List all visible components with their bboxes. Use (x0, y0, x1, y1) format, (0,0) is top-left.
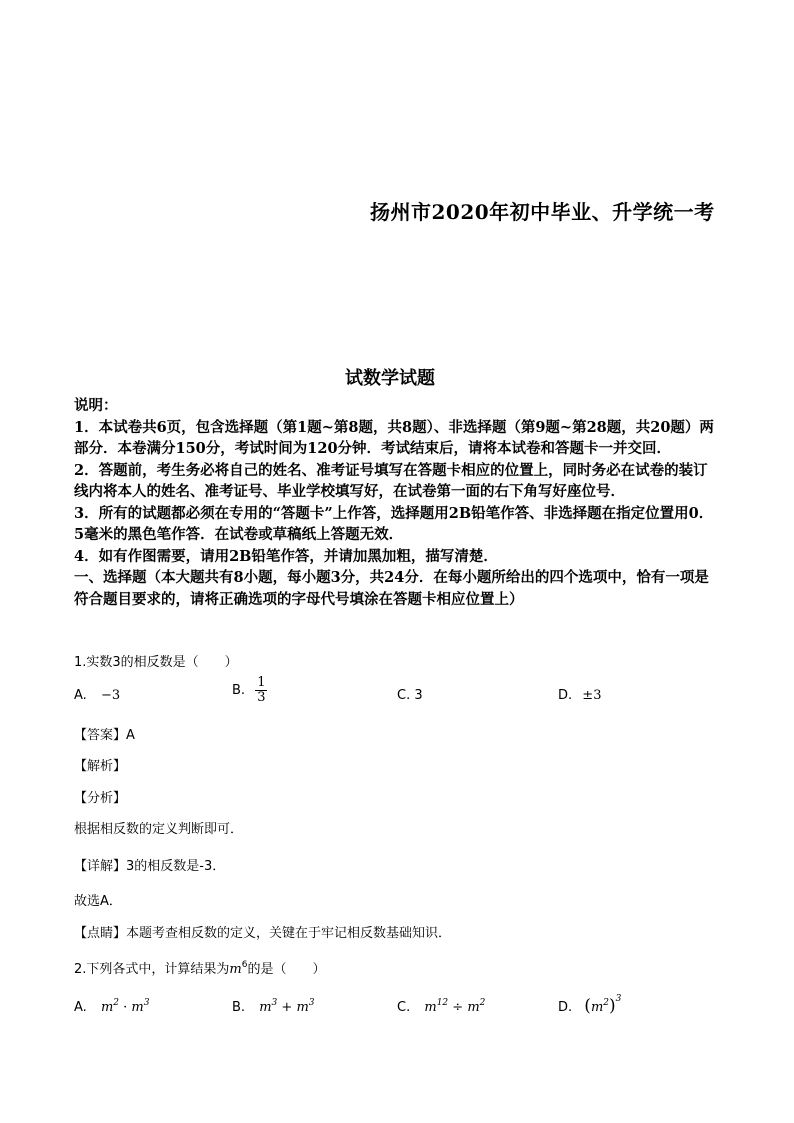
q1-option-b-denominator: 3 (257, 690, 266, 705)
q1-option-c[interactable]: C. 3 (397, 688, 423, 703)
q2-option-a-expr: $m^2 \cdot m^3$ (100, 998, 150, 1015)
q2-option-b[interactable] (232, 1000, 315, 1015)
q2-option-b-label: B. (232, 1000, 246, 1015)
q2-option-c[interactable] (397, 1000, 485, 1015)
q1-fenxi-tag: 【分析】 (74, 791, 127, 806)
q2-stem-pre: 2.下列各式中，计算结果为 (74, 962, 230, 977)
instruction-1: 1．本试卷共6页，包含选择题（第1题~第8题，共8题）、非选择题（第9题~第28题，共20题）两部分．本卷满分150分，考试时间为120分钟．考试结束后，请将本试卷和答题卡一并交回． (74, 418, 714, 457)
q2-stem-var: m (229, 962, 242, 977)
section-heading: 一、选择题（本大题共有8小题，每小题3分，共24分．在每小题所给出的四个选项中，恰有一项是符合题目要求的，请将正确选项的字母代号填涂在答题卡相应位置上） (74, 569, 709, 608)
q1-stem: 1.实数3的相反数是（ ） (74, 655, 238, 670)
q1-option-d-value: ±3 (582, 688, 602, 703)
q1-analysis-tag: 【解析】 (74, 759, 127, 774)
q2-option-d-label: D. (558, 1000, 573, 1015)
q2-option-c-label: C. (397, 1000, 411, 1015)
q2-option-b-expr: $m^3 + m^3$ (259, 998, 315, 1015)
q1-option-b[interactable] (232, 676, 267, 705)
instruction-3: 3．所有的试题都必须在专用的“答题卡”上作答，选择题用2B铅笔作答、非选择题在指定位置用0．5毫米的黑色笔作答．在试卷或草稿纸上答题无效． (74, 504, 714, 543)
instruction-2: 2．答题前，考生务必将自己的姓名、准考证号填写在答题卡相应的位置上，同时务必在试卷的装订线内将本人的姓名、准考证号、毕业学校填写好，在试卷第一面的右下角写好座位号． (74, 461, 708, 500)
paper-title: 扬州市2020年初中毕业、升学统一考 (370, 200, 715, 224)
q2-option-a[interactable] (74, 1000, 149, 1015)
paper-subtitle: 试数学试题 (345, 368, 435, 389)
q2-option-c-expr: $m^{12} \div m^2$ (424, 998, 486, 1015)
q1-option-d[interactable] (558, 688, 601, 703)
q1-fenxi: 根据相反数的定义判断即可． (74, 822, 244, 837)
q2-option-d[interactable] (558, 996, 621, 1016)
q1-option-a-value: −3 (100, 688, 121, 703)
q1-option-b-numerator: 1 (257, 675, 266, 690)
q1-option-a[interactable] (74, 688, 120, 703)
q1-detail: 【详解】3的相反数是-3． (74, 859, 226, 874)
q2-stem (74, 958, 325, 977)
q1-option-a-label: A. (74, 688, 87, 703)
q1-answer: 【答案】A (74, 728, 135, 743)
q2-option-a-label: A. (74, 1000, 87, 1015)
q1-option-b-fraction (255, 676, 267, 705)
instructions (74, 395, 722, 610)
q2-stem-post: 的是（ ） (247, 962, 326, 977)
instructions-heading: 说明： (74, 397, 118, 414)
q2-option-d-expr: $(m^2)^3$ (584, 994, 622, 1016)
q2-stem-exp: 6 (241, 960, 248, 970)
instruction-4: 4．如有作图需要，请用2B铅笔作答，并请加黑加粗，描写清楚． (74, 547, 498, 565)
q1-option-d-label: D. (558, 688, 573, 703)
q1-comment: 【点睛】本题考查相反数的定义，关键在于牢记相反数基础知识． (74, 926, 452, 941)
q1-option-b-label: B. (232, 683, 246, 698)
q1-choose: 故选A． (74, 894, 122, 909)
